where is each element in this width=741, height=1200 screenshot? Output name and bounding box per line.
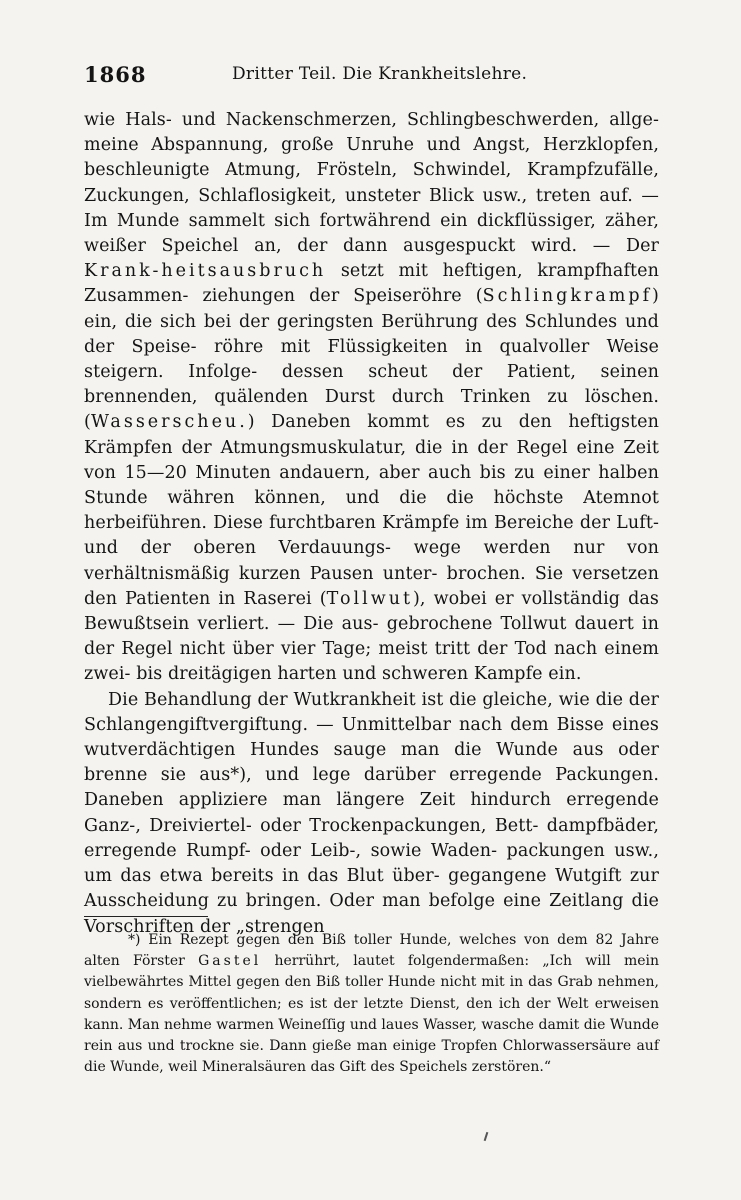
footnote-author-name: Gastel [198,953,262,970]
text-line: gegangene Wutgift zur Ausscheidung zu bringen. Oder [84,866,660,912]
paragraph-symptoms [84,108,659,688]
text-line: Im Munde sammelt sich fortwährend ein dickflüssiger, zäher, [84,210,659,231]
emphasis-term: Tollwut [326,588,413,609]
print-speck [484,1132,489,1141]
footnote-text [84,930,659,1078]
text-line: aus oder brenne sie aus*), und lege darüber erregende [84,740,659,786]
text-line: Krämpfe im Bereiche der Luft- und der oberen Verdauungs- [84,513,659,559]
text-line: ) Daneben kommt [247,412,430,433]
footnote [84,930,659,1078]
footnote-part: *) Ein Rezept gegen den Biß toller Hunde, welches von dem 82 Jahre alten Förster [84,932,659,970]
text-line: harten und schweren Kampfe ein. [277,664,582,685]
emphasis-term: heitsausbruch [161,261,327,282]
text-line: packungen usw., um das etwa bereits in das Blut über- [84,840,660,887]
text-line: durch Trinken zu löschen. ( [84,387,659,433]
page-number: 1868 [84,62,147,87]
text-line: beschleunigte Atmung, Frösteln, Schwindel, Krampfzufälle, [84,160,659,181]
main-text [84,108,659,940]
text-line: meine Abspannung, große Unruhe und Angst, Herzklopfen, [84,135,659,156]
text-line: röhre mit Flüssigkeiten in qualvoller Weise steigern. Infolge- [84,336,660,383]
emphasis-term: Schlingkrampf [482,286,653,307]
text-line: wobei er vollständig das Bewußtsein verliert. — Die aus- [84,588,659,635]
text-line: die die höchste Atemnot herbeiführen. Diese furchtbaren [84,488,659,534]
text-line: dampfbäder, erregende Rumpf- oder Leib-, sowie Waden- [84,815,659,861]
text-line: Tage; meist tritt der Tod nach einem zwei- bis dreitägigen [84,639,659,685]
text-line: brochen. Sie versetzen den Patienten in Raserei ( [84,563,659,609]
running-head: Dritter Teil. Die Krankheitslehre. [232,64,528,84]
text-line: wie Hals- und Nackenschmerzen, Schlingbeschwerden, allge- [84,110,659,130]
text-line: setzt mit heftigen, krampfhaften Zusammen- [84,261,659,307]
footnote-divider [84,916,208,917]
text-line: ziehungen der Speiseröhre ( [202,286,483,307]
text-line: es zu den heftigsten Krämpfen der Atmungsmuskulatur, die [84,412,659,458]
text-line: aber auch bis zu einer halben Stunde währen können, und [84,462,659,509]
text-line: man befolge eine Zeitlang die Vorschriften der „strengen [84,891,659,937]
footnote-part: herrührt, lautet folgendermaßen: „Ich will mein vielbewährtes Mittel gegen den Biß toller Hunde nicht mit in das Grab nehmen, sondern es veröffentlichen; es ist der letzte Dienst, den ich der Welt erweisen kann. Man nehme warmen Weineſſig und laues Wasser, wasche damit die Wunde rein aus und trockne sie. Dann gieße man einige Tropfen Chlorwassersäure auf die Wunde, weil Mineralsäuren das Gift des Speichels zerstören.“ [84,953,660,1076]
text-line: wege werden nur von verhältnismäßig kurzen Pausen unter- [84,538,659,584]
text-line: in der Regel eine Zeit von 15—20 Minuten andauern, [84,437,659,483]
paragraph-treatment [84,688,659,940]
text-line: die der Schlangengiftvergiftung. — Unmittelbar nach dem [84,689,659,735]
text-line: Zuckungen, Schlaflosigkeit, unsteter Blick usw., treten auf. — [84,185,659,206]
text-line: erregende Ganz-, Dreiviertel- oder Trockenpackungen, Bett- [84,790,659,836]
text-line: ), [413,588,426,609]
text-line: bei der geringsten Berührung des Schlundes und der Speise- [84,311,659,357]
text-line: Packungen. Daneben appliziere man längere Zeit hindurch [84,765,659,811]
text-line: ) ein, die sich [84,286,659,332]
text-line: Bisse eines wutverdächtigen Hundes sauge man die Wunde [84,714,659,761]
text-line: dessen scheut der Patient, seinen brennenden, quälenden Durst [84,362,659,408]
text-line: gebrochene Tollwut dauert in der Regel nicht über vier [84,614,659,660]
emphasis-term: Krank- [84,261,162,282]
emphasis-term: Wasserscheu. [90,412,248,433]
text-line: weißer Speichel an, der dann ausgespuckt wird. — Der [84,236,659,257]
page-header [84,62,659,92]
text-line: Die Behandlung der Wutkrankheit ist die gleiche, wie [108,689,590,710]
